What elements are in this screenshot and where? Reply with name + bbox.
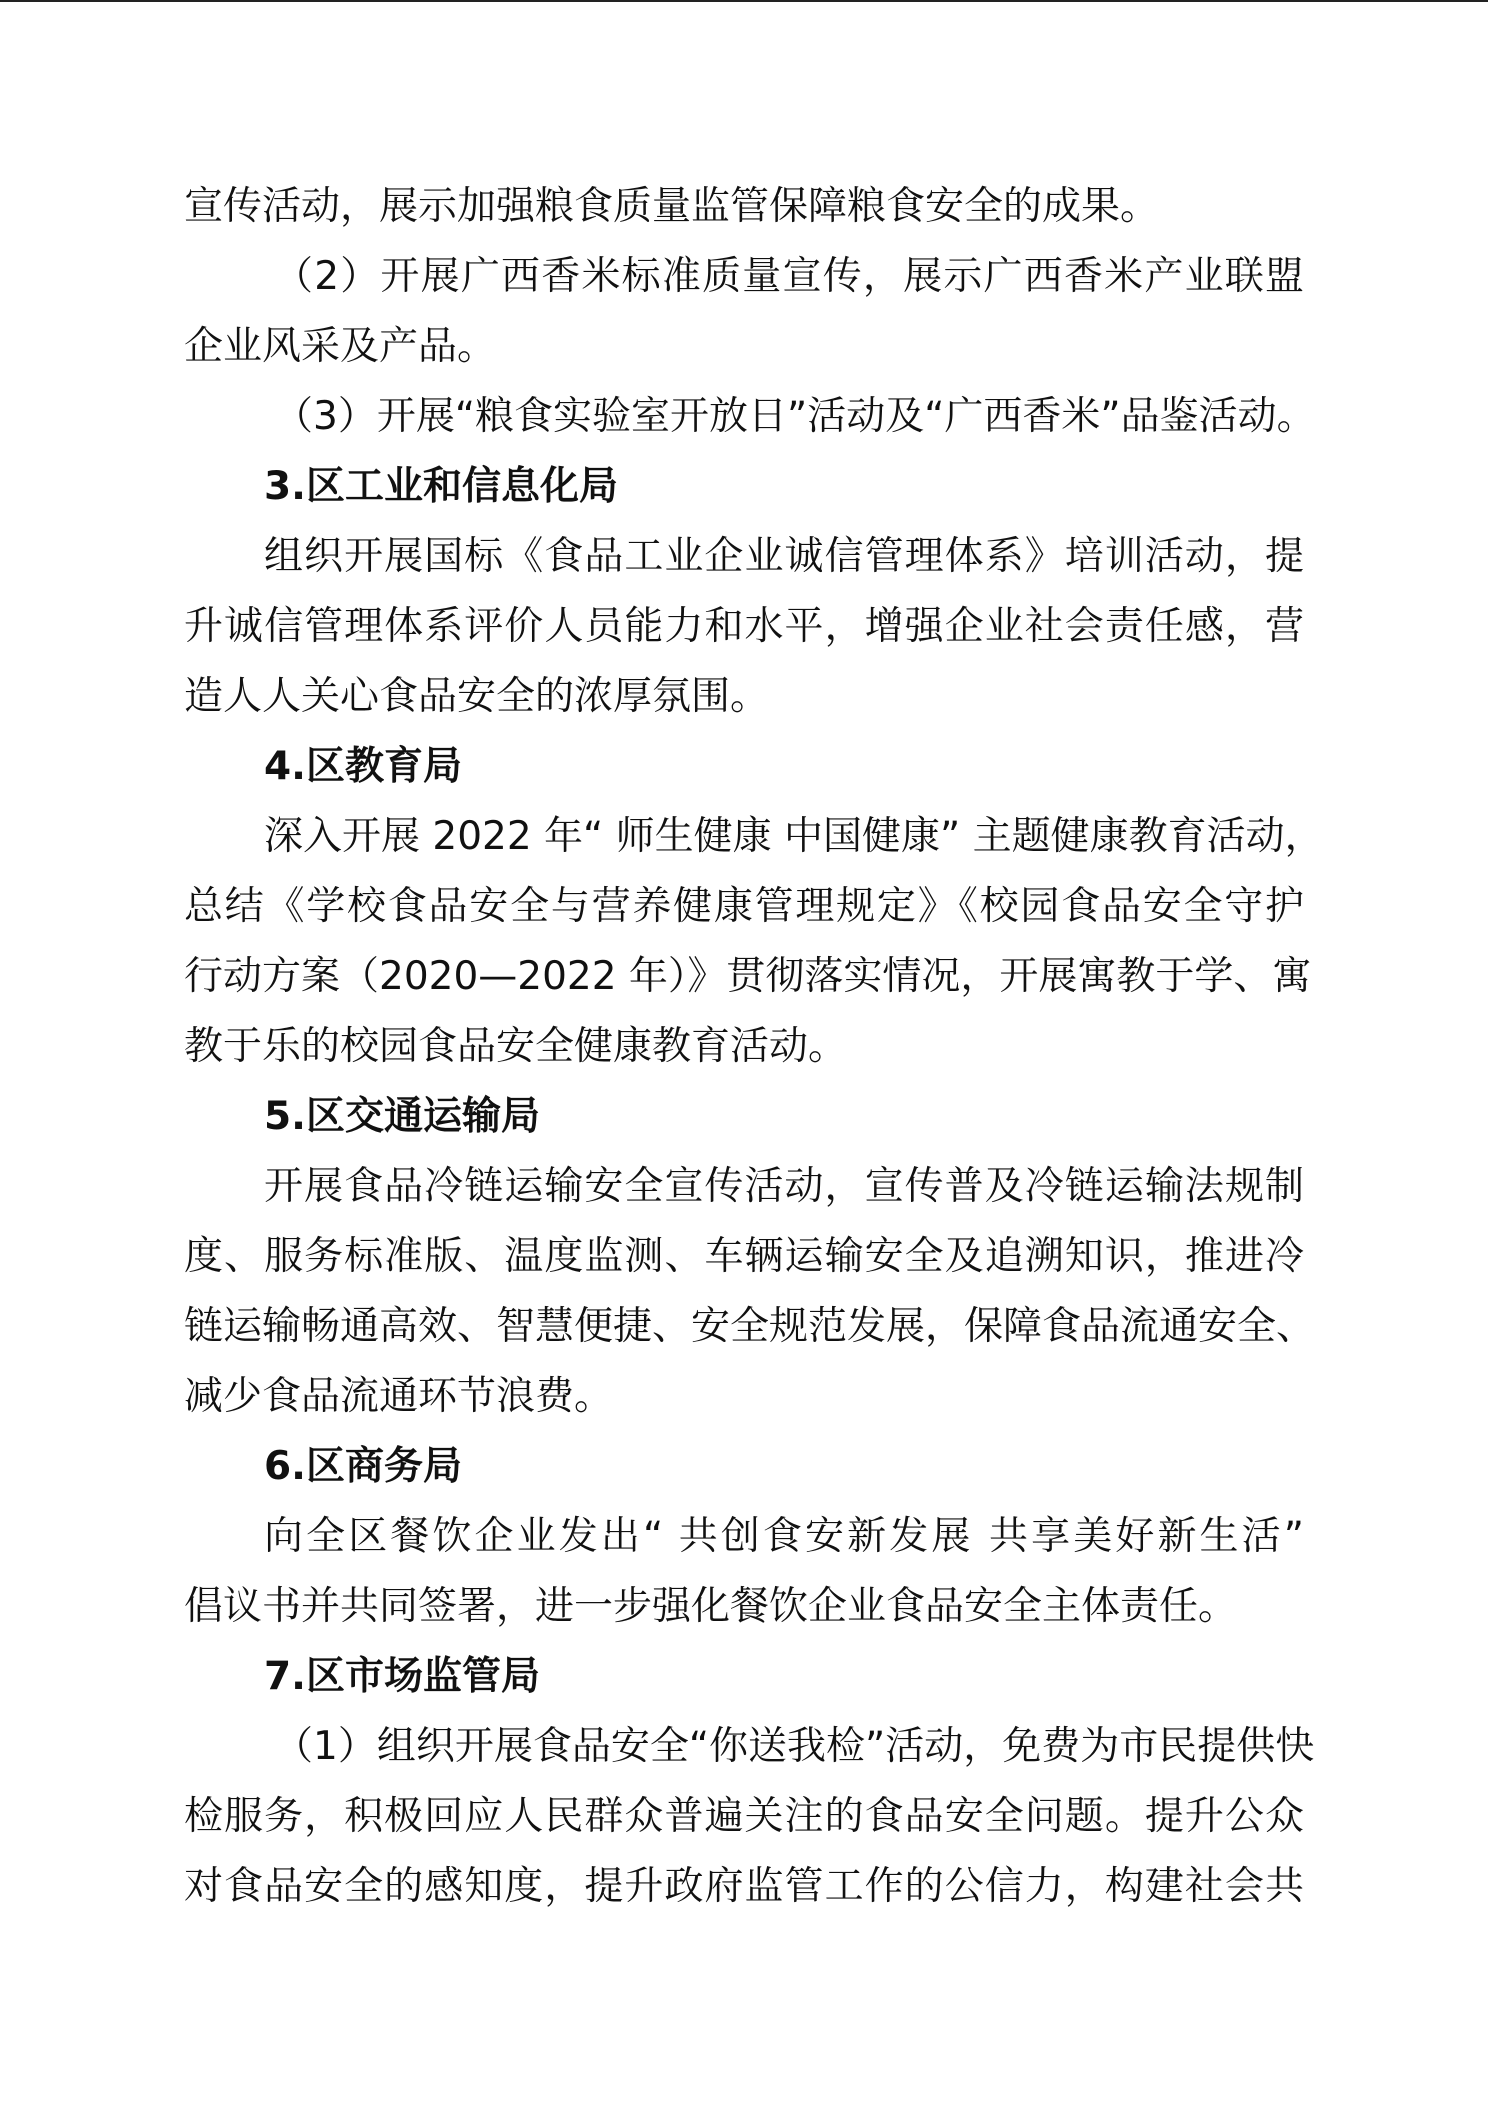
paragraph-start-commerce: 向全区餐饮企业发出“ 共创食安新发展 共享美好新生活” xyxy=(264,1514,1304,1559)
text-line-7: 升诚信管理体系评价人员能力和水平，增强企业社会责任感，营 xyxy=(184,604,1304,649)
paragraph-start-education: 深入开展 2022 年“ 师生健康 中国健康” 主题健康教育活动， xyxy=(264,814,1324,859)
text-line-25: 对食品安全的感知度，提升政府监管工作的公信力，构建社会共 xyxy=(184,1864,1304,1909)
text-line-17: 链运输畅通高效、智慧便捷、安全规范发展，保障食品流通安全、 xyxy=(184,1304,1316,1349)
section-heading-market: 7.区市场监管局 xyxy=(264,1654,540,1699)
text-line-8: 造人人关心食品安全的浓厚氛围。 xyxy=(184,674,770,719)
section-heading-transport: 5.区交通运输局 xyxy=(264,1094,540,1139)
list-item-2: （2）开展广西香米标准质量宣传，展示广西香米产业联盟 xyxy=(274,254,1304,299)
document-page xyxy=(184,172,1324,1922)
top-border-line xyxy=(0,0,1488,2)
text-line-16: 度、服务标准版、温度监测、车辆运输安全及追溯知识，推进冷 xyxy=(184,1234,1304,1279)
list-item-market-1: （1）组织开展食品安全“你送我检”活动，免费为市民提供快 xyxy=(274,1724,1315,1769)
text-line-12: 行动方案（2020—2022 年）》贯彻落实情况，开展寓教于学、寓 xyxy=(184,954,1312,999)
text-line-21: 倡议书并共同签署，进一步强化餐饮企业食品安全主体责任。 xyxy=(184,1584,1238,1629)
section-heading-education: 4.区教育局 xyxy=(264,744,462,789)
text-line-1: 宣传活动，展示加强粮食质量监管保障粮食安全的成果。 xyxy=(184,184,1160,229)
section-heading-industry: 3.区工业和信息化局 xyxy=(264,464,618,509)
text-line-3: 企业风采及产品。 xyxy=(184,324,497,369)
paragraph-start-industry: 组织开展国标《食品工业企业诚信管理体系》培训活动，提 xyxy=(264,534,1304,579)
text-line-13: 教于乐的校园食品安全健康教育活动。 xyxy=(184,1024,848,1069)
text-line-11: 总结《学校食品安全与营养健康管理规定》《校园食品安全守护 xyxy=(184,884,1304,929)
text-line-24: 检服务，积极回应人民群众普遍关注的食品安全问题。提升公众 xyxy=(184,1794,1304,1839)
section-heading-commerce: 6.区商务局 xyxy=(264,1444,462,1489)
text-line-18: 减少食品流通环节浪费。 xyxy=(184,1374,614,1419)
paragraph-start-transport: 开展食品冷链运输安全宣传活动，宣传普及冷链运输法规制 xyxy=(264,1164,1304,1209)
list-item-3: （3）开展“粮食实验室开放日”活动及“广西香米”品鉴活动。 xyxy=(274,394,1316,439)
